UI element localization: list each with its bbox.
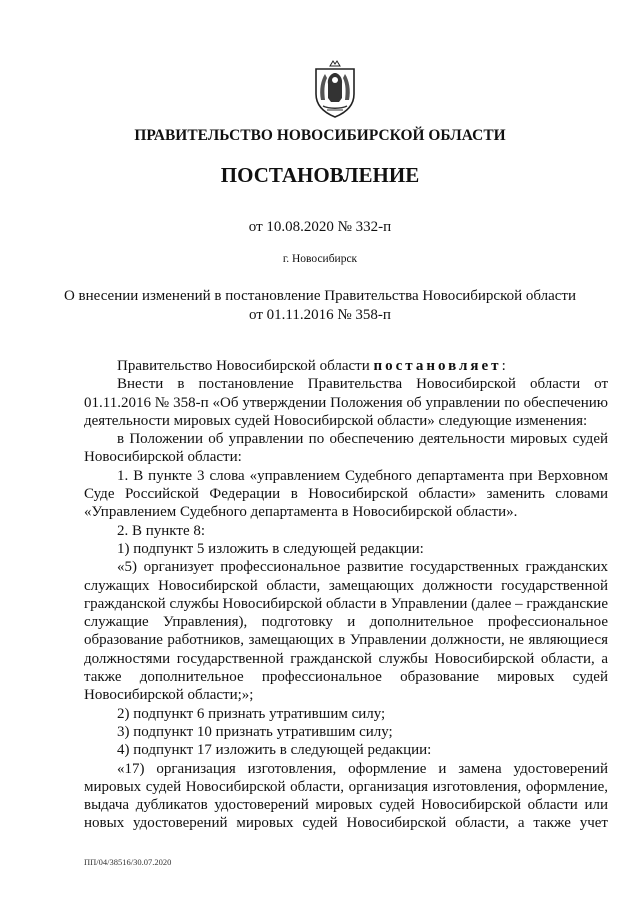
paragraph: в Положении об управлении по обеспечению деятельности мировых судей Новосибирской области: (84, 431, 608, 466)
paragraph: 2) подпункт 6 признать утратившим силу; (117, 705, 386, 722)
organization-name: ПРАВИТЕЛЬСТВО НОВОСИБИРСКОЙ ОБЛАСТИ (134, 127, 506, 144)
paragraph: 3) подпункт 10 признать утратившим силу; (117, 723, 393, 740)
document-code: ПП/04/38516/30.07.2020 (84, 857, 172, 867)
preamble-colon: : (501, 358, 506, 374)
subject-line-2: от 01.11.2016 № 358-п (249, 307, 391, 323)
document-body (84, 357, 608, 833)
paragraph: 1. В пункте 3 слова «управлением Судебного департамента при Верховном Суде Российской Федерации в Новосибирской области» заменить словами «Управлением Судебного департамента в Новосибирской области». (84, 467, 608, 521)
decree-word: постановляет (373, 358, 502, 374)
paragraph-preamble (84, 357, 608, 375)
paragraph: «5) организует профессиональное развитие государственных гражданских служащих Новосибирской области, замещающих должности государственной гражданской службы Новосибирской области в Управлении (далее – гражданские служащие Управления), подготовку и дополнительное профессиональное образование работников, замещающих в Управлении должности, не являющиеся должностями государственной гражданской службы Новосибирской области, а также дополнительное профессиональное образование мировых судей Новосибирской области;»; (84, 559, 608, 704)
document-type: ПОСТАНОВЛЕНИЕ (220, 163, 420, 187)
paragraph: 4) подпункт 17 изложить в следующей редакции: (117, 742, 432, 759)
document-subject (60, 287, 580, 325)
coat-of-arms-icon (313, 60, 357, 118)
preamble-text: Правительство Новосибирской области (117, 358, 374, 374)
subject-line-1: О внесении изменений в постановление Правительства Новосибирской области (63, 288, 577, 304)
paragraph: «17) организация изготовления, оформление и замена удостоверений мировых судей Новосибирской области, организация изготовления, оформление, выдача дубликатов удостоверений мировых судей Новосибирской области или новых удостоверений мировых судей Новосибирской области, а также учет (84, 760, 608, 832)
date-number: от 10.08.2020 № 332-п (248, 219, 392, 235)
paragraph: Внести в постановление Правительства Новосибирской области от 01.11.2016 № 358-п «Об утверждении Положения об управлении по обеспечению деятельности мировых судей Новосибирской области» следующие изменения: (84, 376, 608, 429)
paragraph: 1) подпункт 5 изложить в следующей редакции: (117, 540, 424, 557)
city: г. Новосибирск (282, 253, 358, 265)
paragraph: 2. В пункте 8: (117, 522, 206, 539)
